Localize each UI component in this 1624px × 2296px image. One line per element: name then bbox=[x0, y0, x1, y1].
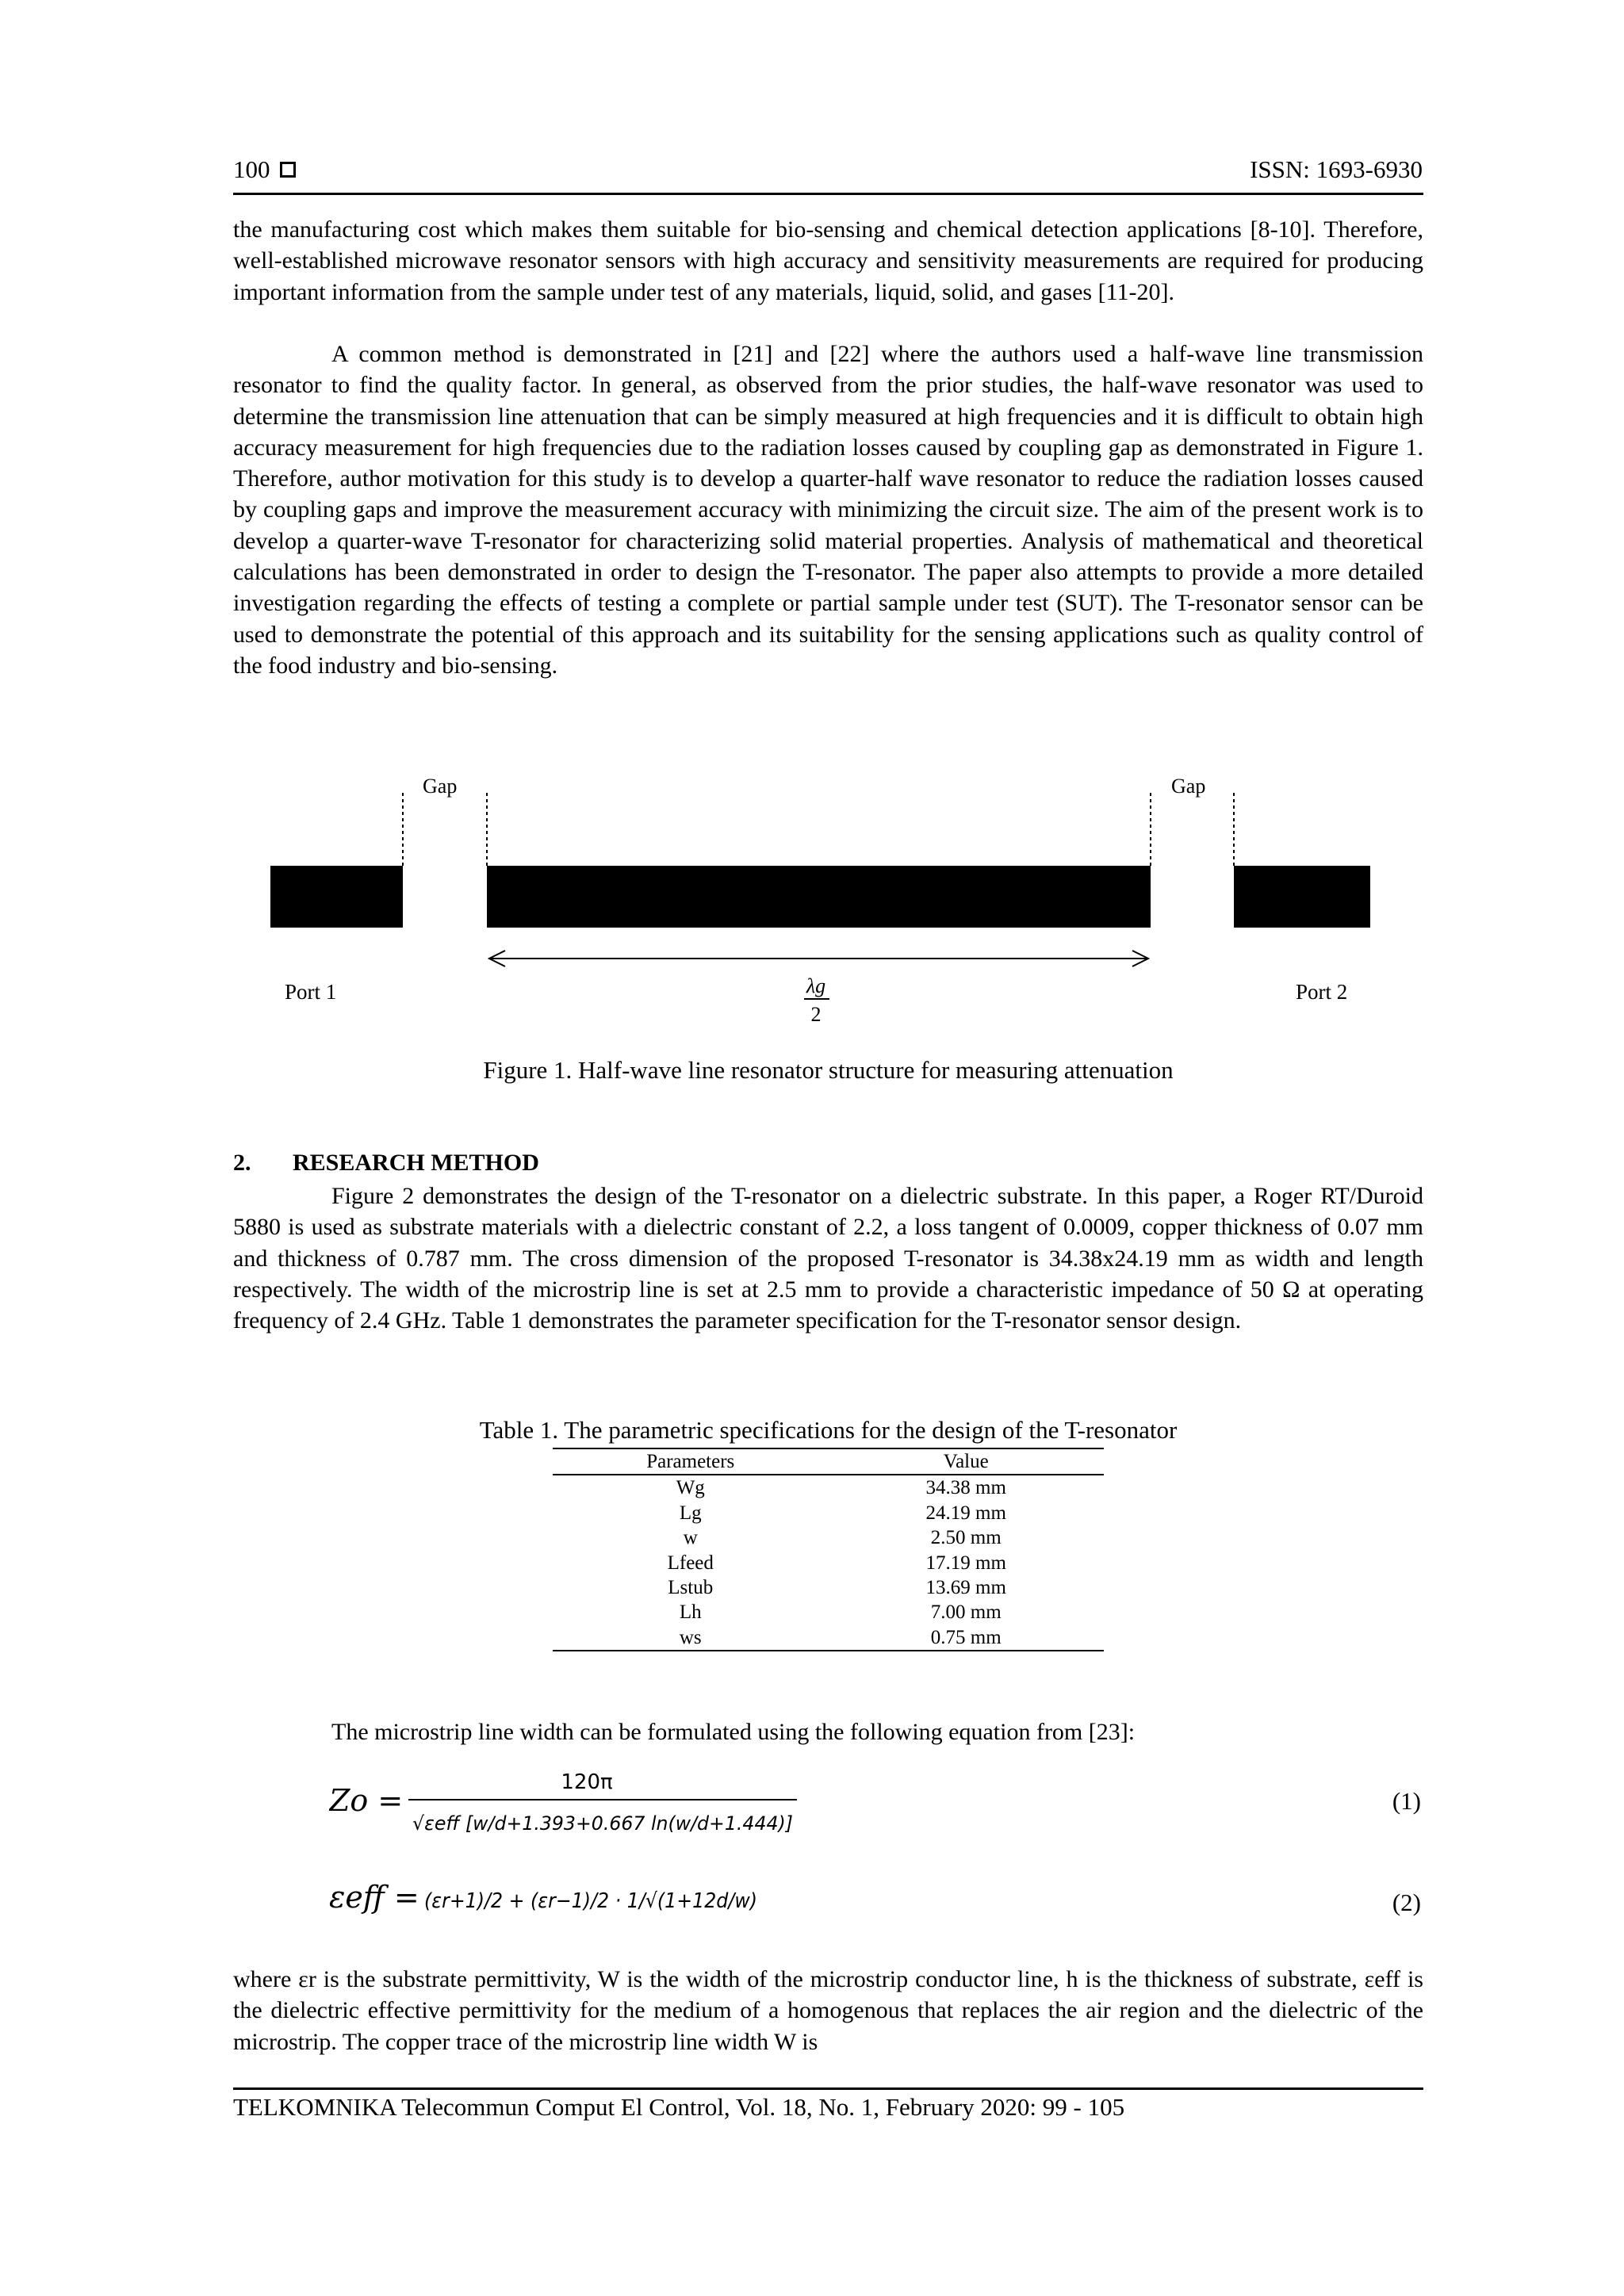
port-1-label: Port 1 bbox=[285, 980, 337, 1004]
table-row bbox=[553, 1525, 1104, 1550]
feed-line-right bbox=[1234, 866, 1370, 928]
journal-issn: ISSN: 1693-6930 bbox=[1250, 155, 1423, 183]
section-2-paragraph-2: The microstrip line width can be formulated using the following equation from [23]: bbox=[331, 1719, 1136, 1745]
table-header-row bbox=[553, 1448, 1104, 1475]
table-cell: 7.00 mm bbox=[930, 1601, 1002, 1624]
table-cell: Lfeed bbox=[667, 1552, 714, 1574]
table-row bbox=[553, 1475, 1104, 1500]
table-1-caption: Table 1. The parametric specifications for the design of the T-resonator bbox=[479, 1416, 1178, 1444]
body-paragraph-1: the manufacturing cost which makes them suitable for bio-sensing and chemical detection applications [8-10]. Therefore, well-established microwave resonator sensors with high accuracy and sensitivity measurements are required for producing important information from the sample under test of any materials, liquid, solid, and gases [11-20]. bbox=[233, 216, 1423, 305]
eq1-number: (1) bbox=[1392, 1787, 1421, 1815]
body-paragraph-2: A common method is demonstrated in [21] and [22] where the authors used a half-wave line transmission resonator to find the quality factor. In general, as observed from the prior studies, the half-wave resonator was used to determine the transmission line attenuation that can be simply measured at high frequencies and it is difficult to obtain high accuracy measurement for high frequencies due to the radiation losses caused by coupling gap as demonstrated in Figure 1. Therefore, author motivation for this study is to develop a quarter-half wave resonator to reduce the radiation losses caused by coupling gaps and improve the measurement accuracy with minimizing the circuit size. The aim of the present work is to develop a quarter-wave T-resonator for characterizing solid material properties. Analysis of mathematical and theoretical calculations has been demonstrated in order to design the T-resonator. The paper also attempts to provide a more detailed investigation regarding the effects of testing a complete or partial sample under test (SUT). The T-resonator sensor can be used to demonstrate the potential of this approach and its suitability for the sensing applications such as quality control of the food industry and bio-sensing. bbox=[233, 341, 1423, 679]
lambda-numerator: λg bbox=[806, 974, 826, 997]
table-1 bbox=[553, 1448, 1104, 1651]
section-2-paragraph-1: Figure 2 demonstrates the design of the T-resonator on a dielectric substrate. In this paper, a Roger RT/Duroid 5880 is used as substrate materials with a dielectric constant of 2.2, a loss tangent of 0.0009, copper thickness of 0.07 mm and thickness of 0.787 mm. The cross dimension of the proposed T-resonator is 34.38x24.19 mm as width and length respectively. The width of the microstrip line is set at 2.5 mm to provide a characteristic impedance of 50 Ω at operating frequency of 2.4 GHz. Table 1 demonstrates the parameter specification for the T-resonator sensor design. bbox=[233, 1183, 1423, 1334]
section-2-paragraph-3: where εr is the substrate permittivity, W is the width of the microstrip conductor line, h is the thickness of substrate, εeff is the dielectric effective permittivity for the medium of a homogenous that replaces the air region and the dielectric of the microstrip. The copper trace of the microstrip line width W is bbox=[233, 1966, 1423, 2055]
table-row bbox=[553, 1600, 1104, 1624]
feed-line-left bbox=[270, 866, 403, 928]
table-row bbox=[553, 1551, 1104, 1575]
table-cell: 2.50 mm bbox=[930, 1527, 1002, 1549]
table-row bbox=[553, 1625, 1104, 1651]
table-cell: Lg bbox=[679, 1502, 702, 1524]
section-title: RESEARCH METHOD bbox=[293, 1150, 539, 1176]
square-icon bbox=[280, 162, 296, 178]
table-header-cell: Parameters bbox=[646, 1451, 735, 1472]
eq2-rhs: (εr+1)/2 + (εr−1)/2 · 1/√(1+12d/w) bbox=[424, 1889, 757, 1913]
table-cell: 0.75 mm bbox=[930, 1626, 1002, 1648]
table-cell: 17.19 mm bbox=[925, 1552, 1006, 1574]
page-number: 100 bbox=[233, 155, 270, 183]
page-header-left bbox=[233, 155, 296, 184]
table-cell: Wg bbox=[676, 1477, 705, 1499]
section-heading bbox=[233, 1150, 539, 1177]
lambda-denominator: 2 bbox=[810, 1003, 822, 1026]
table-row bbox=[553, 1575, 1104, 1600]
equation-1 bbox=[329, 1758, 884, 1846]
figure-1-caption: Figure 1. Half-wave line resonator structure for measuring attenuation bbox=[483, 1056, 1174, 1084]
table-cell: Lh bbox=[679, 1601, 702, 1624]
eq1-denominator: √εeff [w/d+1.393+0.667 ln(w/d+1.444)] bbox=[412, 1812, 793, 1835]
table-cell: 24.19 mm bbox=[925, 1502, 1006, 1524]
eq1-numerator: 120π bbox=[561, 1770, 613, 1794]
port-2-label: Port 2 bbox=[1296, 980, 1348, 1004]
eq2-lhs: εeff = bbox=[329, 1880, 419, 1915]
gap-label-left: Gap bbox=[423, 775, 458, 798]
eq2-number: (2) bbox=[1392, 1888, 1421, 1916]
figure-1-diagram bbox=[233, 769, 1423, 1039]
eq1-lhs: Zo = bbox=[329, 1783, 404, 1818]
header-rule bbox=[233, 193, 1423, 195]
equation-2 bbox=[329, 1855, 884, 1958]
gap-label-right: Gap bbox=[1171, 775, 1206, 798]
resonator-line bbox=[487, 866, 1151, 928]
footer-rule bbox=[233, 2087, 1423, 2090]
table-header-cell: Value bbox=[943, 1451, 989, 1472]
table-cell: 13.69 mm bbox=[925, 1577, 1006, 1599]
footer-citation: TELKOMNIKA Telecommun Comput El Control, Vol. 18, No. 1, February 2020: 99 - 105 bbox=[233, 2093, 1125, 2121]
section-number: 2. bbox=[233, 1150, 251, 1176]
table-cell: ws bbox=[679, 1626, 702, 1648]
table-cell: 34.38 mm bbox=[925, 1477, 1006, 1499]
table-cell: w bbox=[683, 1527, 698, 1549]
table-cell: Lstub bbox=[668, 1577, 714, 1599]
table-row bbox=[553, 1501, 1104, 1525]
